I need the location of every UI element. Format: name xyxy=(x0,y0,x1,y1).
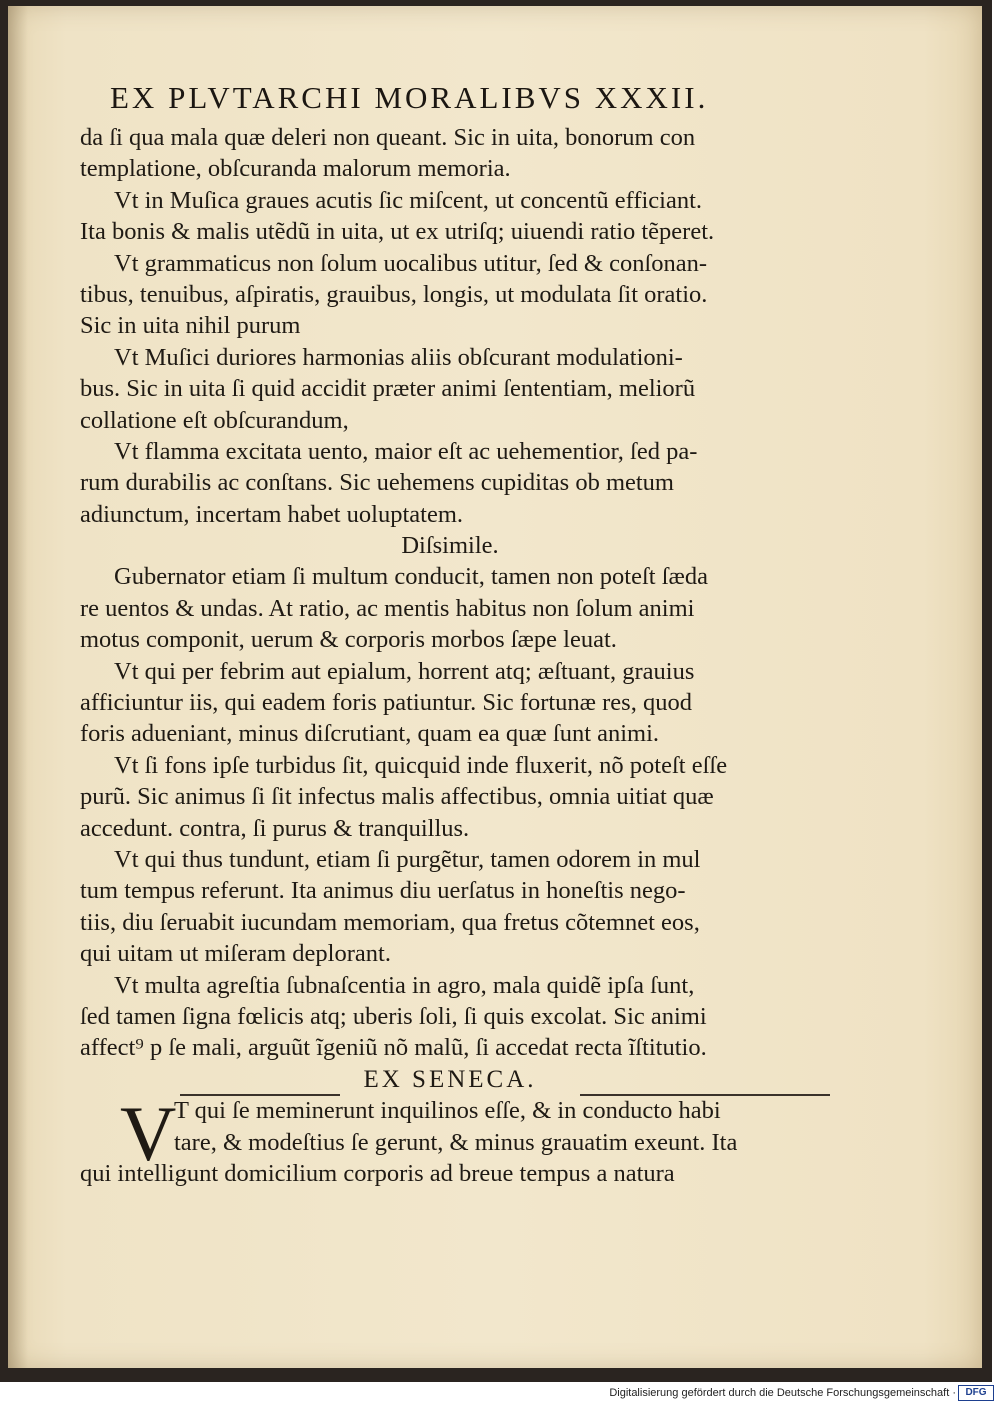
text-line: affect⁹ p ſe mali, arguũt ĩgeniũ nõ malũ, ſi accedat recta ĩſtitutio. xyxy=(80,1034,707,1062)
funding-credit: Digitalisierung gefördert durch die Deutsche Forschungsgemeinschaft · xyxy=(609,1387,956,1399)
text-line: adiunctum, incertam habet uoluptatem. xyxy=(80,500,464,528)
text-line: T qui ſe meminerunt inquilinos eſſe, & in conducto habi xyxy=(174,1097,721,1125)
text-line: Vt qui thus tundunt, etiam ſi purgẽtur, tamen odorem in mul xyxy=(114,845,701,873)
running-head: EX PLVTARCHI MORALIBVS XXXII. xyxy=(110,80,709,115)
text-line: Sic in uita nihil purum xyxy=(80,312,301,340)
text-line: Vt ſi fons ipſe turbidus ſit, quicquid inde fluxerit, nõ poteſt eſſe xyxy=(114,751,728,779)
text-line: Vt in Muſica graues acutis ſic miſcent, ut concentũ efficiant. xyxy=(114,186,703,214)
text-line: tare, & modeſtius ſe gerunt, & minus grauatim exeunt. Ita xyxy=(174,1128,738,1156)
text-line: accedunt. contra, ſi purus & tranquillus. xyxy=(80,814,470,842)
text-line: Vt Muſici duriores harmonias aliis obſcurant modulationi- xyxy=(114,343,683,371)
text-line: qui intelligunt domicilium corporis ad breue tempus a natura xyxy=(80,1159,675,1187)
drop-cap: V xyxy=(120,1090,177,1178)
text-line: Gubernator etiam ſi multum conducit, tamen non poteſt ſæda xyxy=(114,563,708,591)
seneca-paragraph xyxy=(80,1090,820,1189)
text-line: templatione, obſcuranda malorum memoria. xyxy=(80,155,511,183)
spine-shadow xyxy=(8,6,28,1368)
text-line: purũ. Sic animus ſi ſit infectus malis affectibus, omnia uitiat quæ xyxy=(80,783,714,811)
text-line: foris adueniant, minus diſcrutiant, quam ea quæ ſunt animi. xyxy=(80,720,660,748)
text-line: Vt multa agreſtia ſubnaſcentia in agro, mala quidẽ ipſa ſunt, xyxy=(114,971,695,999)
text-line: rum durabilis ac conſtans. Sic uehemens cupiditas ob metum xyxy=(80,469,674,497)
text-line: tum tempus referunt. Ita animus diu uerſatus in honeſtis nego- xyxy=(80,877,686,905)
text-line: Vt qui per febrim aut epialum, horrent atq; æſtuant, grauius xyxy=(114,657,695,685)
text-line: afficiuntur iis, qui eadem foris patiuntur. Sic fortunæ res, quod xyxy=(80,689,692,717)
text-line: re uentos & undas. At ratio, ac mentis habitus non ſolum animi xyxy=(80,594,695,622)
text-line: collatione eſt obſcurandum, xyxy=(80,406,349,434)
text-line: qui uitam ut miſeram deplorant. xyxy=(80,940,391,968)
text-line: Vt grammaticus non ſolum uocalibus utitur, ſed & conſonan- xyxy=(114,249,708,277)
body-text xyxy=(80,122,820,1189)
section-title xyxy=(80,1064,820,1095)
text-line: bus. Sic in uita ſi quid accidit præter animi ſententiam, meliorũ xyxy=(80,375,696,403)
text-line: motus componit, uerum & corporis morbos ſæpe leuat. xyxy=(80,626,617,654)
text-line: Vt flamma excitata uento, maior eſt ac uehementior, ſed pa- xyxy=(114,437,698,465)
subheading-dissimile: Diſsimile. xyxy=(401,532,499,560)
text-line: Ita bonis & malis utẽdũ in uita, ut ex utriſq; uiuendi ratio tẽperet. xyxy=(80,218,715,246)
section-title-text: EX SENECA. xyxy=(363,1065,537,1093)
dfg-logo: DFG xyxy=(958,1385,994,1401)
text-line: da ſi qua mala quæ deleri non queant. Sic in uita, bonorum con xyxy=(80,124,696,151)
text-line: tibus, tenuibus, aſpiratis, grauibus, longis, ut modulata ſit oratio. xyxy=(80,280,708,308)
text-line: ſed tamen ſigna fœlicis atq; uberis ſoli, ſi quis excolat. Sic animi xyxy=(80,1002,707,1030)
text-line: tiis, diu ſeruabit iucundam memoriam, qua fretus cõtemnet eos, xyxy=(80,908,700,936)
